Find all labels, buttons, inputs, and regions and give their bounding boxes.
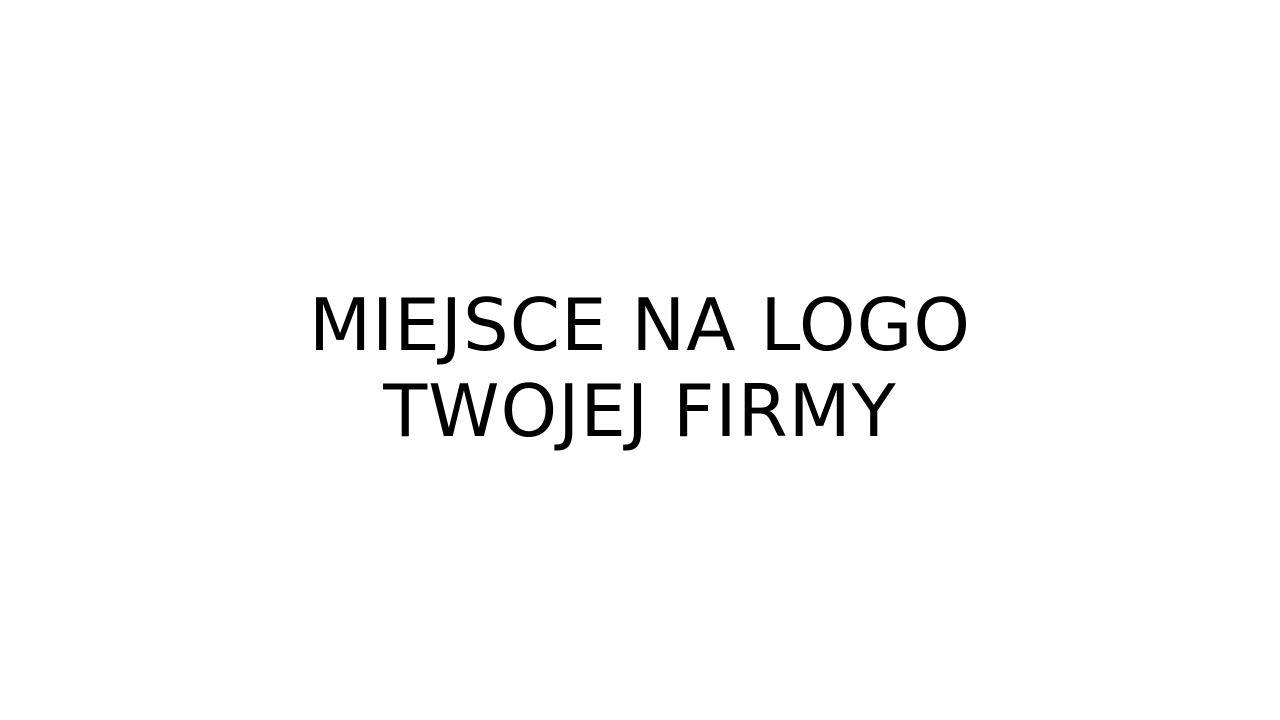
logo-placeholder-line-1: MIEJSCE NA LOGO [308,283,972,367]
logo-placeholder-text [0,282,1280,454]
logo-placeholder-line-2: TWOJEJ FIRMY [383,369,897,453]
